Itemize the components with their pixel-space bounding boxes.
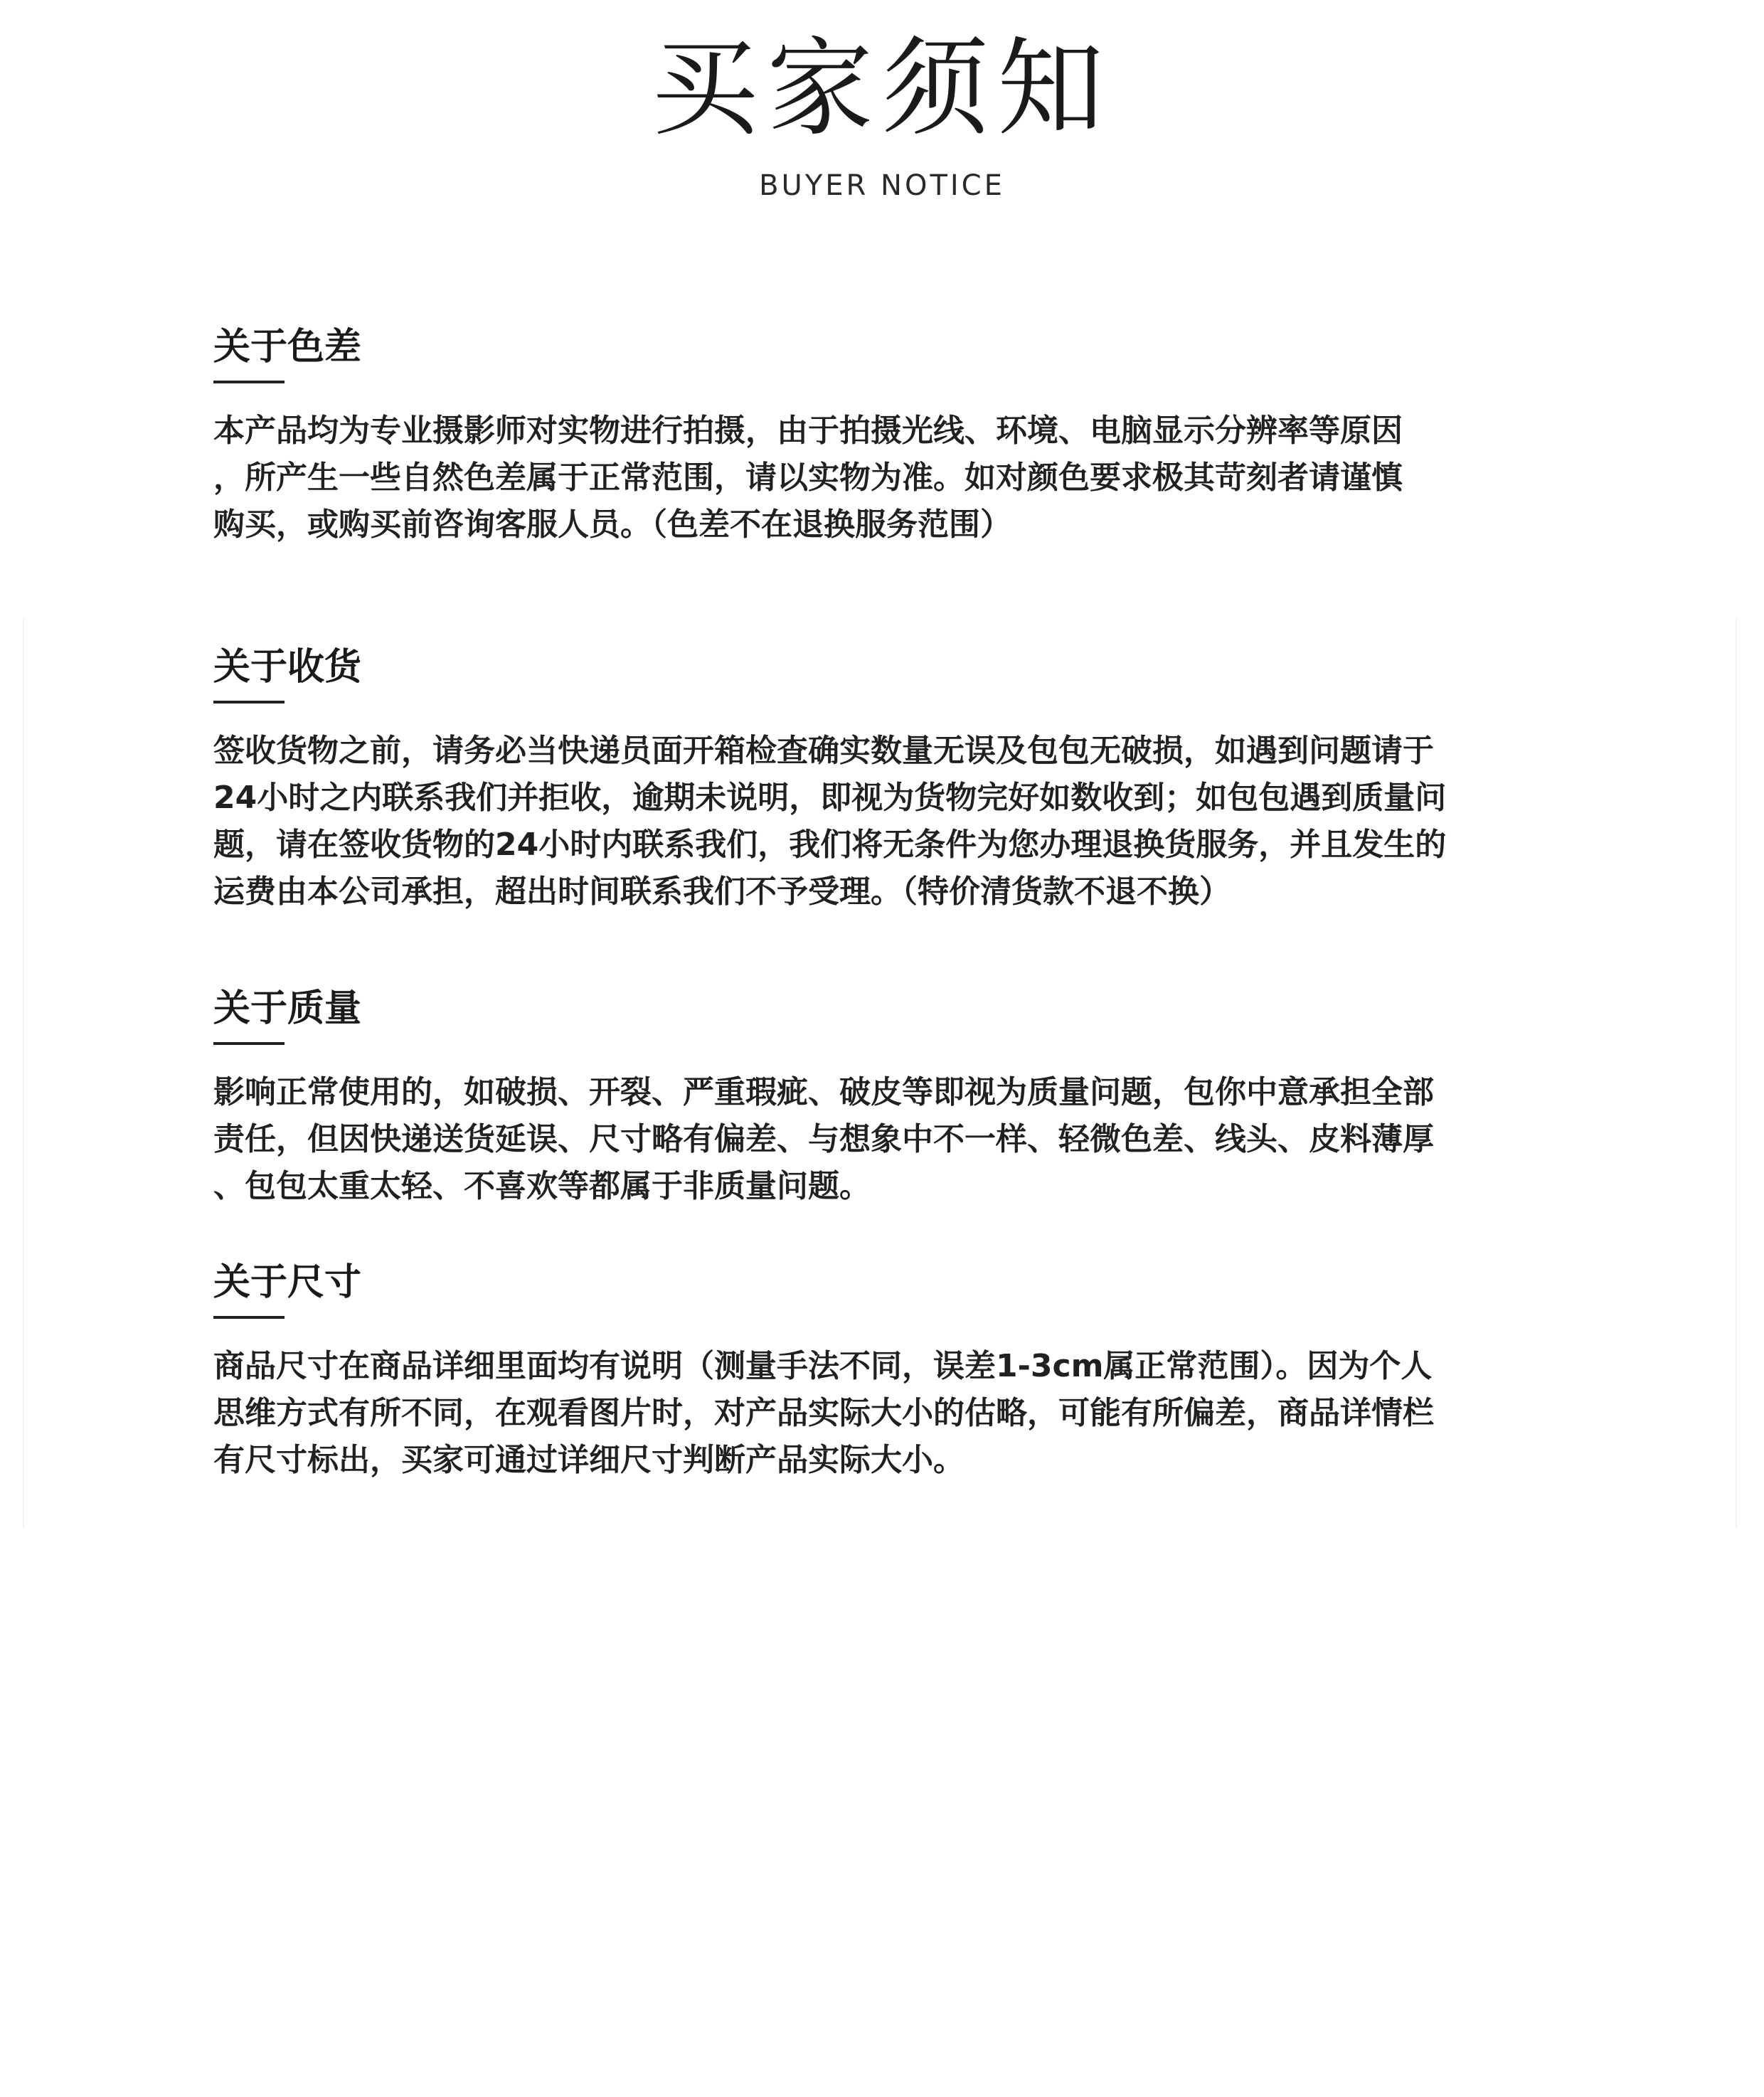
section-body: 本产品均为专业摄影师对实物进行拍摄，由于拍摄光线、环境、电脑显示分辨率等原因 ，所产生一些自然色差属于正常范围，请以实物为准。如对颜色要求极其苛刻者请谨慎 购买，或购买前咨询客服人员。（色差不在退换服务范围）: [213, 413, 1403, 543]
section-heading: 关于色差: [213, 326, 362, 368]
section-heading: 关于质量: [213, 987, 362, 1030]
section-size: [213, 1259, 1565, 1484]
page-title: 买家须知: [651, 27, 1112, 151]
section-body: 商品尺寸在商品详细里面均有说明（测量手法不同，误差1-3cm属正常范围）。因为个人 思维方式有所不同，在观看图片时，对产品实际大小的估略，可能有所偏差，商品详情栏 有尺寸标出，买家可通过详细尺寸判断产品实际大小。: [213, 1348, 1434, 1478]
heading-underline: [213, 1316, 285, 1319]
heading-underline: [213, 381, 285, 383]
section-body: 签收货物之前，请务必当快递员面开箱检查确实数量无误及包包无破损，如遇到问题请于 24小时之内联系我们并拒收，逾期未说明，即视为货物完好如数收到；如包包遇到质量问 题，请在签收货物的24小时内联系我们，我们将无条件为您办理退换货服务，并且发生的 运费由本公司承担，超出时间联系我们不予受理。（特价清货款不退不换）: [213, 733, 1447, 910]
section-heading: 关于收货: [213, 646, 362, 689]
page-subtitle: BUYER NOTICE: [759, 169, 1005, 202]
heading-underline: [213, 701, 285, 704]
section-receipt: [213, 644, 1565, 915]
heading-underline: [213, 1042, 285, 1045]
section-heading: 关于尺寸: [213, 1261, 362, 1304]
section-body: 影响正常使用的，如破损、开裂、严重瑕疵、破皮等即视为质量问题，包你中意承担全部 责任，但因快递送货延误、尺寸略有偏差、与想象中不一样、轻微色差、线头、皮料薄厚 、包包太重太轻、不喜欢等都属于非质量问题。: [213, 1074, 1434, 1204]
section-color-difference: [213, 324, 1565, 548]
section-quality: [213, 985, 1565, 1210]
notice-header: [0, 28, 1764, 202]
